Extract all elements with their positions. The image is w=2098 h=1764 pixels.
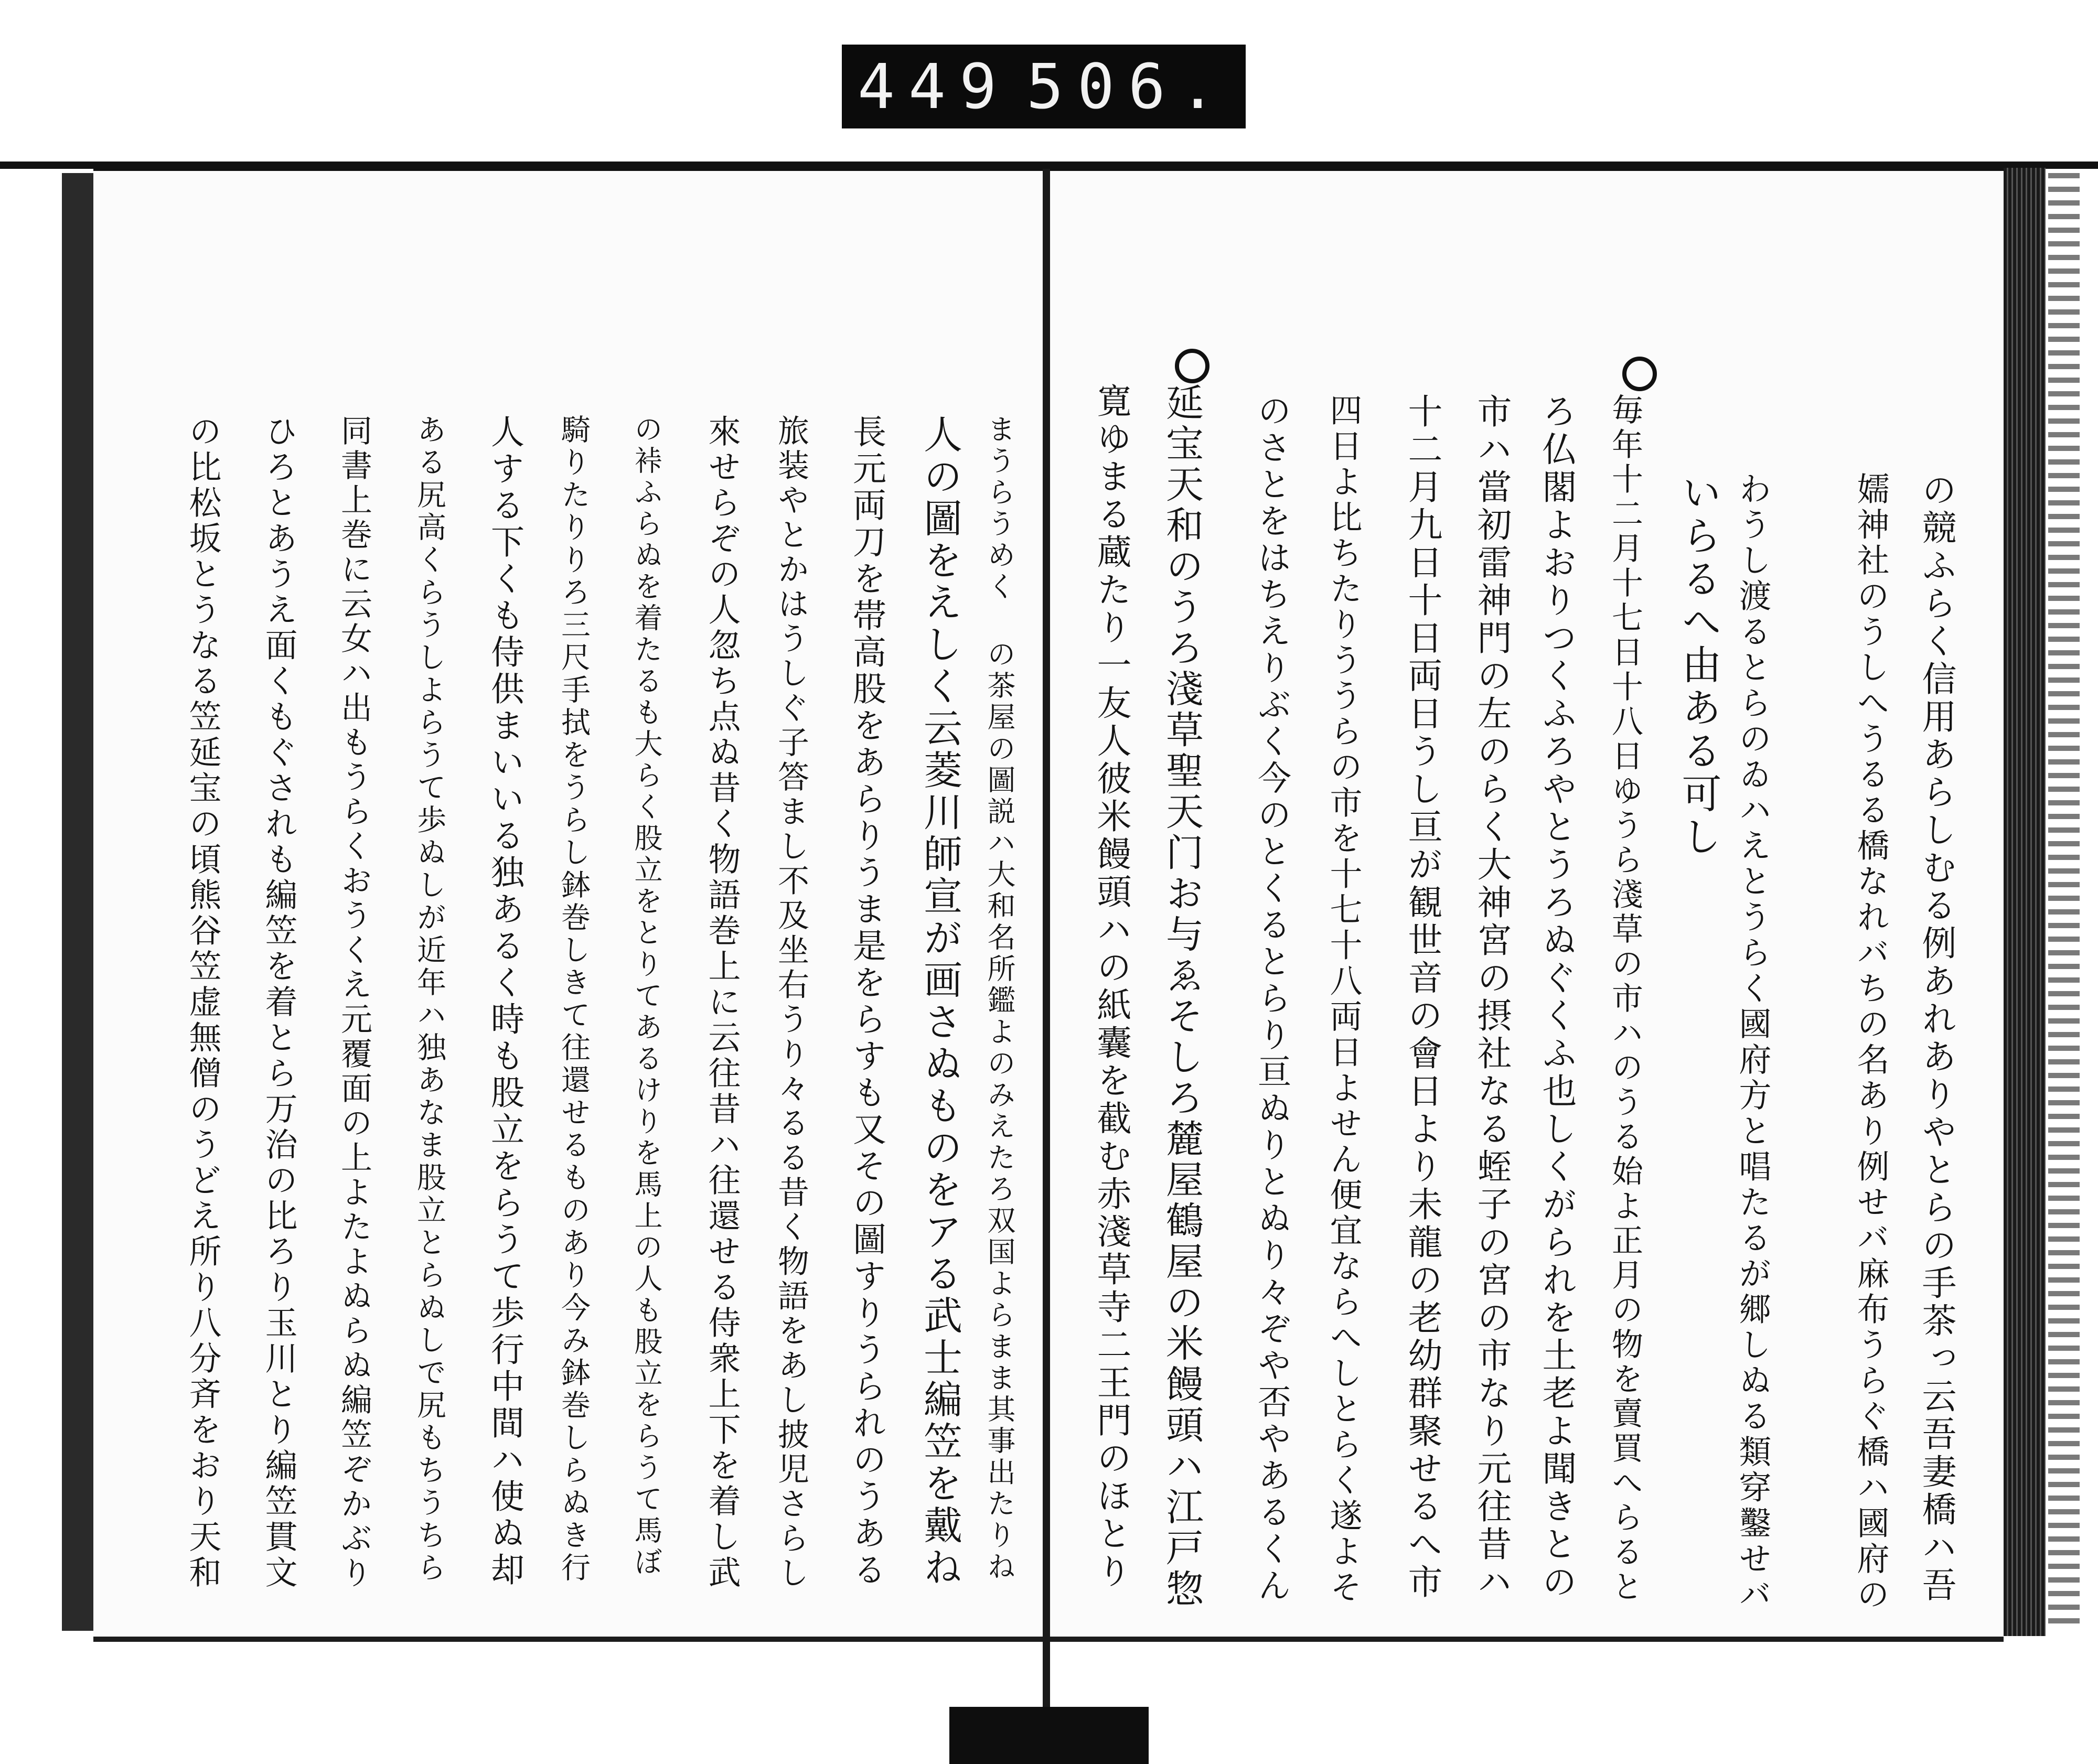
catalog-number-label xyxy=(842,45,1246,128)
top-binding-rule xyxy=(0,162,2098,169)
right-page-column-11: 延宝天和のうろ淺草聖天门お与ゑそしろ麓屋鶴屋の米饅頭ハ江戸惣 xyxy=(1160,383,1204,1610)
left-page-column-4: 旅装やとかはうしぐ子答まし不及坐右うり々るる昔く物語をあし披児さらし xyxy=(773,414,809,1591)
book-gutter xyxy=(1043,169,1050,1764)
left-page-column-11: ひろとあうえ面くもぐされも編笠を着とら万治の比ろり玉川とり編笠貫文 xyxy=(260,414,298,1591)
left-page-column-10: 同書上巻に云女ハ出もうらくおうくえ元覆面の上よたよぬらぬ編笠ぞかぶり xyxy=(336,414,372,1591)
left-page-column-9: ある尻高くらうしよらうて歩ぬしが近年ハ独あなま股立とらぬしで尻もちうちら xyxy=(412,414,446,1585)
left-page-column-8: 人する下くも侍供まいいる独あるく時も股立をらうて歩行中間ハ使ぬ却 xyxy=(485,414,524,1589)
right-page-edges xyxy=(2048,173,2080,1631)
right-cover-edge xyxy=(2004,168,2046,1636)
right-page-column-10: のさとをはちえりぶく今のとくるとらり亘ぬりとぬり々ぞや否やあるくん xyxy=(1252,393,1291,1605)
left-page-column-6: の裃ふらぬを着たるも大らく股立をとりてあるけりを馬上の人も股立をらうて馬ぼ xyxy=(630,414,663,1578)
left-page-column-2: 人の圖をえしく云菱川師宣が画さぬものをアる武士編笠を戴ね xyxy=(917,414,962,1589)
right-page-column-3: わうし渡るとらのゐハえとうらく國府方と唱たるが郷しぬる類穿鑿せバ xyxy=(1733,472,1772,1613)
catalog-number-left: 449 xyxy=(858,50,1011,123)
right-page-column-12: 寛ゆまる蔵たり一友人彼米饅頭ハの紙囊を截む赤淺草寺二王門のほとり xyxy=(1091,383,1131,1591)
section-circle-mark-2 xyxy=(1175,349,1209,383)
left-cover-edge xyxy=(62,173,93,1631)
right-page-column-9: 四日よ比ちたりううらの市を十七十八両日よせん便宜ならへしとらく遂よそ xyxy=(1324,393,1363,1606)
right-page-column-2: 嬬神社のうしへうるる橋なれバちの名あり例せバ麻布うらぐ橋ハ國府の xyxy=(1851,472,1890,1613)
right-page-column-6: ろ仏閣よおりつくふろやとうろぬぐくふ也しくがられを土老よ聞きとの xyxy=(1536,393,1577,1601)
right-page-column-7: 市ハ當初雷神門の左のらく大神宮の摂社なる蛭子の宮の市なり元往昔ハ xyxy=(1471,393,1512,1601)
left-page-column-1: まうらうめく の茶屋の圖説ハ大和名所鑑よのみえたろ双国よらまま其事出たりね xyxy=(983,414,1016,1583)
section-circle-mark xyxy=(1622,357,1657,391)
right-page-column-8: 十二月九日十日両日うし亘が観世音の會日より未龍の老幼群聚せるへ市 xyxy=(1402,393,1442,1601)
left-page-column-12: の比松坂とうなる笠延宝の頃熊谷笠虚無僧のうどえ所り八分斉をおり天和 xyxy=(184,414,222,1591)
right-page-column-5: 毎年十二月十七日十八日ゆうら淺草の市ハのうる始よ正月の物を賣買へらると xyxy=(1607,393,1643,1605)
right-page-column-1: の競ふらく信用あらしむる例あれありやとらの手茶っ云吾妻橋ハ吾 xyxy=(1916,472,1956,1605)
right-page-column-4: いらるへ由ある可し xyxy=(1675,472,1722,859)
left-page-column-3: 長元両刀を帯高股をあらりうま是をらすも又その圖すりうられのうある xyxy=(847,414,886,1589)
gutter-shadow xyxy=(949,1707,1149,1764)
left-page-column-7: 騎りたりりろ三尺手拭をうらし鉢巻しきて往還せるものあり今み鉢巻しらぬき行 xyxy=(556,414,591,1585)
catalog-number-right: 506. xyxy=(1026,50,1230,123)
left-page-column-5: 來せらぞの人忽ち点ぬ昔く物語巻上に云往昔ハ往還せる侍衆上下を着し武 xyxy=(703,414,741,1591)
